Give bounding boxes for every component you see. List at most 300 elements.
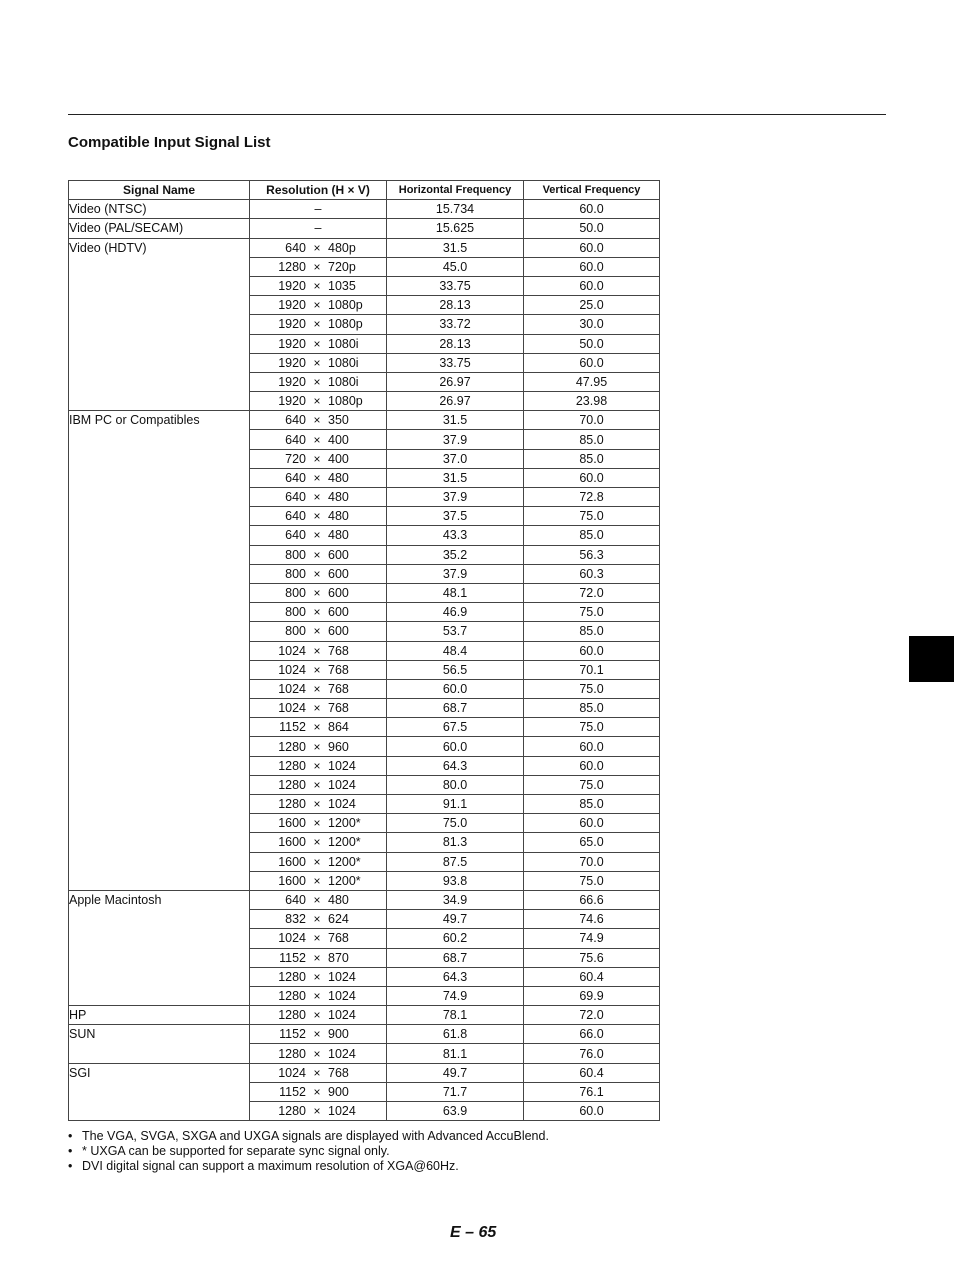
resolution-width: 1920 [278, 279, 306, 294]
resolution-cell [250, 871, 387, 890]
vertical-frequency-cell: 75.0 [524, 507, 660, 526]
horizontal-frequency-cell: 26.97 [387, 372, 524, 391]
resolution-height: 1024 [328, 1008, 356, 1023]
vertical-frequency-cell: 85.0 [524, 622, 660, 641]
vertical-frequency-cell: 60.0 [524, 276, 660, 295]
multiply-sign: × [313, 317, 321, 332]
horizontal-frequency-cell: 87.5 [387, 852, 524, 871]
multiply-sign: × [313, 681, 321, 696]
multiply-sign: × [313, 586, 321, 601]
resolution-height: 600 [328, 605, 349, 620]
multiply-sign: × [313, 1084, 321, 1099]
section-tab-marker [909, 636, 954, 682]
resolution-cell [250, 526, 387, 545]
vertical-frequency-cell: 25.0 [524, 296, 660, 315]
vertical-frequency-cell: 60.0 [524, 353, 660, 372]
vertical-frequency-cell: 75.0 [524, 603, 660, 622]
vertical-frequency-cell: 65.0 [524, 833, 660, 852]
vertical-frequency-cell: 70.1 [524, 660, 660, 679]
horizontal-frequency-cell: 15.625 [387, 219, 524, 238]
footnote: • The VGA, SVGA, SXGA and UXGA signals are displayed with Advanced AccuBlend. [68, 1129, 549, 1144]
multiply-sign: × [313, 854, 321, 869]
resolution-height: 1080i [328, 355, 359, 370]
horizontal-frequency-cell: 60.0 [387, 737, 524, 756]
horizontal-frequency-cell: 37.9 [387, 564, 524, 583]
resolution-height: 480 [328, 528, 349, 543]
resolution-cell [250, 852, 387, 871]
resolution-height: 400 [328, 432, 349, 447]
horizontal-frequency-cell: 31.5 [387, 411, 524, 430]
resolution-width: 1024 [278, 643, 306, 658]
resolution-cell [250, 737, 387, 756]
resolution-cell [250, 718, 387, 737]
signal-name-cell: HP [69, 1006, 250, 1025]
signal-name-cell: SGI [69, 1063, 250, 1121]
resolution-width: 1280 [278, 969, 306, 984]
resolution-width: 640 [285, 432, 306, 447]
multiply-sign: × [313, 777, 321, 792]
vertical-frequency-cell: 75.6 [524, 948, 660, 967]
vertical-frequency-cell: 70.0 [524, 852, 660, 871]
resolution-height: 864 [328, 720, 349, 735]
horizontal-frequency-cell: 53.7 [387, 622, 524, 641]
header-horizontal-frequency: Horizontal Frequency [387, 181, 524, 200]
resolution-height: 1024 [328, 1046, 356, 1061]
resolution-height: 960 [328, 739, 349, 754]
resolution-height: 400 [328, 451, 349, 466]
resolution-width: 1024 [278, 681, 306, 696]
vertical-frequency-cell: 66.6 [524, 890, 660, 909]
resolution-cell [250, 890, 387, 909]
vertical-frequency-cell: 75.0 [524, 679, 660, 698]
vertical-frequency-cell: 74.6 [524, 910, 660, 929]
horizontal-frequency-cell: 28.13 [387, 296, 524, 315]
resolution-width: 1152 [279, 720, 306, 735]
signal-name-cell: IBM PC or Compatibles [69, 411, 250, 891]
horizontal-frequency-cell: 33.75 [387, 276, 524, 295]
horizontal-frequency-cell: 48.4 [387, 641, 524, 660]
resolution-cell [250, 1063, 387, 1082]
resolution-height: 480 [328, 893, 349, 908]
resolution-cell [250, 334, 387, 353]
multiply-sign: × [313, 873, 321, 888]
vertical-frequency-cell: 85.0 [524, 449, 660, 468]
vertical-frequency-cell: 74.9 [524, 929, 660, 948]
resolution-cell [250, 564, 387, 583]
horizontal-frequency-cell: 60.2 [387, 929, 524, 948]
resolution-height: 1200* [328, 854, 361, 869]
resolution-width: 1920 [278, 336, 306, 351]
resolution-height: 1024 [328, 1104, 356, 1119]
resolution-cell [250, 603, 387, 622]
vertical-frequency-cell: 60.0 [524, 200, 660, 219]
horizontal-frequency-cell: 28.13 [387, 334, 524, 353]
horizontal-frequency-cell: 81.3 [387, 833, 524, 852]
horizontal-frequency-cell: 91.1 [387, 795, 524, 814]
vertical-frequency-cell: 60.0 [524, 468, 660, 487]
horizontal-frequency-cell: 60.0 [387, 679, 524, 698]
vertical-frequency-cell: 50.0 [524, 334, 660, 353]
horizontal-frequency-cell: 68.7 [387, 948, 524, 967]
resolution-width: 1600 [278, 854, 306, 869]
vertical-frequency-cell: 72.0 [524, 583, 660, 602]
resolution-cell [250, 392, 387, 411]
resolution-cell [250, 948, 387, 967]
resolution-width: 800 [285, 586, 306, 601]
resolution-cell [250, 468, 387, 487]
horizontal-frequency-cell: 31.5 [387, 238, 524, 257]
resolution-cell [250, 1025, 387, 1044]
resolution-cell [250, 756, 387, 775]
resolution-cell [250, 986, 387, 1005]
multiply-sign: × [313, 566, 321, 581]
multiply-sign: × [313, 816, 321, 831]
resolution-height: 480 [328, 490, 349, 505]
signal-name-cell: Video (HDTV) [69, 238, 250, 411]
vertical-frequency-cell: 47.95 [524, 372, 660, 391]
resolution-height: 1200* [328, 835, 361, 850]
horizontal-frequency-cell: 68.7 [387, 699, 524, 718]
resolution-cell [250, 775, 387, 794]
resolution-width: 832 [285, 912, 306, 927]
resolution-width: 1280 [278, 1104, 306, 1119]
resolution-width: 1152 [279, 1027, 306, 1042]
resolution-cell [250, 679, 387, 698]
resolution-width: 800 [285, 605, 306, 620]
multiply-sign: × [313, 1008, 321, 1023]
vertical-frequency-cell: 70.0 [524, 411, 660, 430]
multiply-sign: × [313, 240, 321, 255]
multiply-sign: × [313, 259, 321, 274]
resolution-width: 1280 [278, 988, 306, 1003]
resolution-width: 640 [285, 240, 306, 255]
horizontal-frequency-cell: 15.734 [387, 200, 524, 219]
multiply-sign: × [313, 413, 321, 428]
resolution-height: 768 [328, 643, 349, 658]
signal-table [68, 180, 660, 1121]
vertical-frequency-cell: 60.0 [524, 238, 660, 257]
resolution-width: 1920 [278, 355, 306, 370]
multiply-sign: × [313, 298, 321, 313]
resolution-height: 480 [328, 470, 349, 485]
resolution-width: 1600 [278, 835, 306, 850]
page-number: E – 65 [450, 1224, 497, 1241]
multiply-sign: × [313, 394, 321, 409]
table-body [69, 200, 660, 1121]
signal-name-cell: SUN [69, 1025, 250, 1063]
resolution-height: 1080p [328, 298, 363, 313]
multiply-sign: × [313, 432, 321, 447]
table-row [69, 1025, 660, 1044]
horizontal-frequency-cell: 35.2 [387, 545, 524, 564]
multiply-sign: × [313, 355, 321, 370]
resolution-cell: – [250, 200, 387, 219]
multiply-sign: × [313, 643, 321, 658]
multiply-sign: × [313, 893, 321, 908]
vertical-frequency-cell: 75.0 [524, 718, 660, 737]
multiply-sign: × [313, 931, 321, 946]
multiply-sign: × [313, 969, 321, 984]
resolution-height: 1080p [328, 394, 363, 409]
vertical-frequency-cell: 85.0 [524, 795, 660, 814]
resolution-width: 1024 [278, 931, 306, 946]
resolution-width: 1024 [278, 701, 306, 716]
horizontal-frequency-cell: 33.72 [387, 315, 524, 334]
horizontal-frequency-cell: 43.3 [387, 526, 524, 545]
resolution-cell [250, 795, 387, 814]
resolution-width: 1920 [278, 394, 306, 409]
resolution-width: 1024 [278, 662, 306, 677]
vertical-frequency-cell: 76.0 [524, 1044, 660, 1063]
resolution-cell [250, 507, 387, 526]
resolution-width: 1280 [278, 259, 306, 274]
multiply-sign: × [313, 758, 321, 773]
table-row [69, 411, 660, 430]
vertical-frequency-cell: 60.0 [524, 737, 660, 756]
table-row [69, 200, 660, 219]
resolution-cell [250, 910, 387, 929]
vertical-frequency-cell: 60.4 [524, 967, 660, 986]
resolution-cell [250, 257, 387, 276]
resolution-cell [250, 929, 387, 948]
resolution-cell [250, 315, 387, 334]
horizontal-frequency-cell: 48.1 [387, 583, 524, 602]
multiply-sign: × [313, 490, 321, 505]
horizontal-frequency-cell: 31.5 [387, 468, 524, 487]
vertical-frequency-cell: 85.0 [524, 699, 660, 718]
vertical-frequency-cell: 60.3 [524, 564, 660, 583]
page-title: Compatible Input Signal List [68, 134, 271, 151]
resolution-height: 900 [328, 1027, 349, 1042]
signal-name-cell: Video (PAL/SECAM) [69, 219, 250, 238]
multiply-sign: × [313, 720, 321, 735]
multiply-sign: × [313, 509, 321, 524]
horizontal-frequency-cell: 81.1 [387, 1044, 524, 1063]
multiply-sign: × [313, 336, 321, 351]
resolution-width: 1024 [278, 1065, 306, 1080]
resolution-height: 768 [328, 931, 349, 946]
multiply-sign: × [313, 605, 321, 620]
table-row [69, 238, 660, 257]
horizontal-frequency-cell: 75.0 [387, 814, 524, 833]
resolution-width: 1280 [278, 1046, 306, 1061]
resolution-cell: – [250, 219, 387, 238]
resolution-cell [250, 583, 387, 602]
resolution-cell [250, 276, 387, 295]
resolution-cell [250, 296, 387, 315]
resolution-height: 720p [328, 259, 356, 274]
multiply-sign: × [313, 1065, 321, 1080]
resolution-cell [250, 1044, 387, 1063]
signal-name-cell: Video (NTSC) [69, 200, 250, 219]
table-row [69, 1006, 660, 1025]
vertical-frequency-cell: 50.0 [524, 219, 660, 238]
multiply-sign: × [313, 912, 321, 927]
horizontal-frequency-cell: 71.7 [387, 1082, 524, 1101]
multiply-sign: × [313, 739, 321, 754]
multiply-sign: × [313, 451, 321, 466]
footnote: • DVI digital signal can support a maximum resolution of XGA@60Hz. [68, 1159, 549, 1174]
table-row [69, 219, 660, 238]
resolution-height: 900 [328, 1084, 349, 1099]
resolution-cell [250, 660, 387, 679]
resolution-width: 800 [285, 566, 306, 581]
vertical-frequency-cell: 69.9 [524, 986, 660, 1005]
resolution-height: 1024 [328, 777, 356, 792]
vertical-frequency-cell: 60.0 [524, 814, 660, 833]
horizontal-frequency-cell: 56.5 [387, 660, 524, 679]
resolution-height: 768 [328, 662, 349, 677]
resolution-width: 1600 [278, 816, 306, 831]
resolution-cell [250, 1082, 387, 1101]
footnotes [68, 1129, 549, 1174]
resolution-cell [250, 1006, 387, 1025]
resolution-width: 1280 [278, 1008, 306, 1023]
signal-name-cell: Apple Macintosh [69, 890, 250, 1005]
resolution-width: 720 [285, 451, 306, 466]
resolution-height: 1080i [328, 374, 359, 389]
resolution-width: 1600 [278, 873, 306, 888]
resolution-cell [250, 238, 387, 257]
resolution-width: 1280 [278, 739, 306, 754]
vertical-frequency-cell: 76.1 [524, 1082, 660, 1101]
horizontal-frequency-cell: 37.0 [387, 449, 524, 468]
horizontal-frequency-cell: 26.97 [387, 392, 524, 411]
multiply-sign: × [313, 528, 321, 543]
top-rule [68, 114, 886, 115]
horizontal-frequency-cell: 37.9 [387, 430, 524, 449]
resolution-cell [250, 1102, 387, 1121]
resolution-height: 600 [328, 586, 349, 601]
vertical-frequency-cell: 23.98 [524, 392, 660, 411]
vertical-frequency-cell: 75.0 [524, 775, 660, 794]
resolution-width: 1280 [278, 758, 306, 773]
resolution-cell [250, 353, 387, 372]
resolution-height: 1024 [328, 969, 356, 984]
resolution-height: 480 [328, 509, 349, 524]
multiply-sign: × [313, 797, 321, 812]
horizontal-frequency-cell: 63.9 [387, 1102, 524, 1121]
resolution-height: 1024 [328, 988, 356, 1003]
resolution-height: 768 [328, 701, 349, 716]
vertical-frequency-cell: 56.3 [524, 545, 660, 564]
resolution-width: 640 [285, 490, 306, 505]
horizontal-frequency-cell: 49.7 [387, 910, 524, 929]
header-vertical-frequency: Vertical Frequency [524, 181, 660, 200]
vertical-frequency-cell: 85.0 [524, 526, 660, 545]
horizontal-frequency-cell: 37.9 [387, 488, 524, 507]
resolution-height: 480p [328, 240, 356, 255]
vertical-frequency-cell: 60.0 [524, 756, 660, 775]
horizontal-frequency-cell: 74.9 [387, 986, 524, 1005]
table-row [69, 1063, 660, 1082]
resolution-cell [250, 449, 387, 468]
resolution-width: 800 [285, 547, 306, 562]
horizontal-frequency-cell: 37.5 [387, 507, 524, 526]
multiply-sign: × [313, 835, 321, 850]
resolution-height: 1200* [328, 816, 361, 831]
horizontal-frequency-cell: 61.8 [387, 1025, 524, 1044]
multiply-sign: × [313, 988, 321, 1003]
resolution-cell [250, 488, 387, 507]
multiply-sign: × [313, 1046, 321, 1061]
multiply-sign: × [313, 279, 321, 294]
resolution-height: 350 [328, 413, 349, 428]
multiply-sign: × [313, 470, 321, 485]
vertical-frequency-cell: 30.0 [524, 315, 660, 334]
horizontal-frequency-cell: 80.0 [387, 775, 524, 794]
resolution-width: 1152 [279, 1084, 306, 1099]
table-header-row [69, 181, 660, 200]
vertical-frequency-cell: 72.8 [524, 488, 660, 507]
horizontal-frequency-cell: 46.9 [387, 603, 524, 622]
horizontal-frequency-cell: 64.3 [387, 756, 524, 775]
resolution-height: 600 [328, 624, 349, 639]
multiply-sign: × [313, 547, 321, 562]
resolution-cell [250, 622, 387, 641]
resolution-cell [250, 430, 387, 449]
header-signal-name: Signal Name [69, 181, 250, 200]
resolution-cell [250, 833, 387, 852]
vertical-frequency-cell: 72.0 [524, 1006, 660, 1025]
vertical-frequency-cell: 75.0 [524, 871, 660, 890]
horizontal-frequency-cell: 45.0 [387, 257, 524, 276]
resolution-height: 624 [328, 912, 349, 927]
resolution-height: 1080i [328, 336, 359, 351]
resolution-height: 1080p [328, 317, 363, 332]
resolution-height: 1024 [328, 797, 356, 812]
resolution-height: 870 [328, 950, 349, 965]
multiply-sign: × [313, 950, 321, 965]
header-resolution: Resolution (H × V) [250, 181, 387, 200]
horizontal-frequency-cell: 34.9 [387, 890, 524, 909]
horizontal-frequency-cell: 67.5 [387, 718, 524, 737]
resolution-height: 768 [328, 1065, 349, 1080]
resolution-width: 640 [285, 413, 306, 428]
multiply-sign: × [313, 374, 321, 389]
resolution-height: 600 [328, 547, 349, 562]
resolution-cell [250, 967, 387, 986]
multiply-sign: × [313, 1027, 321, 1042]
vertical-frequency-cell: 85.0 [524, 430, 660, 449]
vertical-frequency-cell: 60.0 [524, 257, 660, 276]
multiply-sign: × [313, 624, 321, 639]
resolution-width: 640 [285, 470, 306, 485]
horizontal-frequency-cell: 64.3 [387, 967, 524, 986]
vertical-frequency-cell: 60.0 [524, 641, 660, 660]
resolution-width: 640 [285, 509, 306, 524]
resolution-width: 640 [285, 528, 306, 543]
resolution-width: 1920 [278, 317, 306, 332]
multiply-sign: × [313, 662, 321, 677]
multiply-sign: × [313, 701, 321, 716]
resolution-width: 1280 [278, 777, 306, 792]
footnote: • * UXGA can be supported for separate sync signal only. [68, 1144, 549, 1159]
resolution-height: 1035 [328, 279, 356, 294]
resolution-cell [250, 372, 387, 391]
resolution-height: 1024 [328, 758, 356, 773]
horizontal-frequency-cell: 49.7 [387, 1063, 524, 1082]
horizontal-frequency-cell: 93.8 [387, 871, 524, 890]
resolution-height: 600 [328, 566, 349, 581]
resolution-width: 1152 [279, 950, 306, 965]
resolution-width: 800 [285, 624, 306, 639]
resolution-cell [250, 699, 387, 718]
resolution-cell [250, 411, 387, 430]
horizontal-frequency-cell: 78.1 [387, 1006, 524, 1025]
resolution-width: 1920 [278, 298, 306, 313]
horizontal-frequency-cell: 33.75 [387, 353, 524, 372]
